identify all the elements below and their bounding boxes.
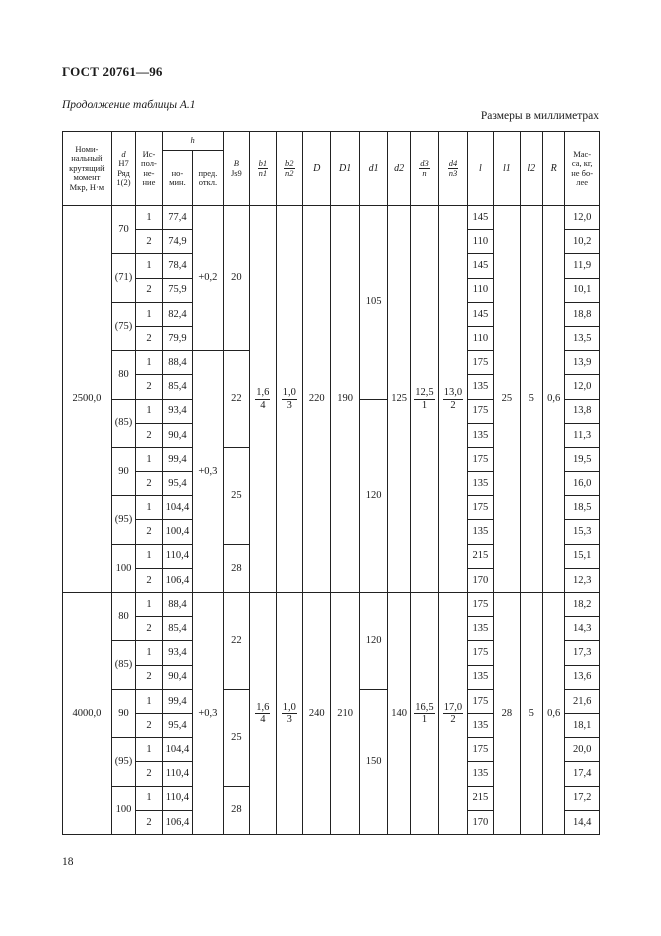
table-row: 2500,0 70 1 77,4 +0,2 20 $\frac{1,6}{4}$ $\frac{1,0}{3}$ 220 190 105 125 $\frac{12,5}{1}$ $\frac{13,0}{2}$ 145 25 5 0,6 12,0 — [63, 206, 600, 230]
table-row: 2 110,4 135 17,4 — [63, 762, 600, 786]
table-row: 2 90,4 135 13,6 — [63, 665, 600, 689]
table-row: 90 1 99,4 25 175 19,5 — [63, 447, 600, 471]
table-row: 2 95,4 135 16,0 — [63, 472, 600, 496]
D-cell: 220 — [302, 206, 330, 593]
d-cell: (85) — [111, 399, 135, 447]
d-cell: (75) — [111, 302, 135, 350]
table-row: (95) 1 104,4 175 20,0 — [63, 738, 600, 762]
d1-cell: 120 — [359, 593, 387, 690]
d1-cell: 150 — [359, 689, 387, 834]
B-cell: 28 — [223, 544, 249, 592]
d2-cell: 125 — [388, 206, 410, 593]
header-torque: Номи- нальный крутящий момент Мкр, Н·м — [63, 132, 112, 206]
header-R: R — [542, 132, 564, 206]
d-cell: 80 — [111, 593, 135, 641]
header-b1-n1: $\frac{b1}{n1}$ — [250, 132, 276, 206]
torque-cell: 2500,0 — [63, 206, 112, 593]
page-number: 18 — [62, 856, 74, 868]
D1-cell: 190 — [331, 206, 359, 593]
table-row: 2 79,9 110 13,5 — [63, 326, 600, 350]
header-h-deviation: пред. откл. — [193, 151, 224, 206]
table-row: 2 100,4 135 15,3 — [63, 520, 600, 544]
table-row: 2 106,4 170 14,4 — [63, 810, 600, 834]
b2-n2-cell: $\frac{1,0}{3}$ — [276, 206, 302, 593]
d2-cell: 140 — [388, 593, 410, 835]
header-d3-n: $\frac{d3}{n}$ — [410, 132, 438, 206]
table-row: 2 74,9 110 10,2 — [63, 230, 600, 254]
l2-cell: 5 — [520, 593, 542, 835]
B-cell: 25 — [223, 689, 249, 786]
table-row: (71) 1 78,4 145 11,9 — [63, 254, 600, 278]
header-l2: l2 — [520, 132, 542, 206]
header-d: d H7 Ряд 1(2) — [111, 132, 135, 206]
header-l: l — [467, 132, 493, 206]
b1-n1-cell: $\frac{1,6}{4}$ — [250, 206, 276, 593]
table-row: 2 90,4 135 11,3 — [63, 423, 600, 447]
l1-cell: 28 — [494, 593, 520, 835]
h-deviation-cell: +0,2 — [193, 206, 224, 351]
d3-n-cell: $\frac{12,5}{1}$ — [410, 206, 438, 593]
table-row: 100 1 110,4 28 215 15,1 — [63, 544, 600, 568]
h-deviation-cell: +0,3 — [193, 593, 224, 835]
table-row: 90 1 99,4 25 150 175 21,6 — [63, 689, 600, 713]
b1-n1-cell: $\frac{1,6}{4}$ — [250, 593, 276, 835]
d3-n-cell: $\frac{16,5}{1}$ — [410, 593, 438, 835]
R-cell: 0,6 — [542, 593, 564, 835]
document-title: ГОСТ 20761—96 — [62, 64, 163, 79]
B-cell: 28 — [223, 786, 249, 834]
table-row: 4000,0 80 1 88,4 +0,3 22 $\frac{1,6}{4}$ $\frac{1,0}{3}$ 240 210 120 140 $\frac{16,5}{1}$ $\frac{17,0}{2}$ 175 28 5 0,6 18,2 — [63, 593, 600, 617]
header-l1: l1 — [494, 132, 520, 206]
d4-n3-cell: $\frac{13,0}{2}$ — [439, 206, 467, 593]
header-B: B Js9 — [223, 132, 249, 206]
d1-cell: 105 — [359, 206, 387, 400]
B-cell: 22 — [223, 593, 249, 690]
d-cell: (95) — [111, 738, 135, 786]
table-row: (85) 1 93,4 120 175 13,8 — [63, 399, 600, 423]
table-row: 2 85,4 135 12,0 — [63, 375, 600, 399]
d-cell: (71) — [111, 254, 135, 302]
header-d2: d2 — [388, 132, 410, 206]
d-cell: 70 — [111, 206, 135, 254]
R-cell: 0,6 — [542, 206, 564, 593]
table-row: 2 106,4 170 12,3 — [63, 568, 600, 592]
table-row: 100 1 110,4 28 215 17,2 — [63, 786, 600, 810]
dimensions-table — [62, 131, 600, 835]
d-cell: 90 — [111, 689, 135, 737]
table-row: (75) 1 82,4 145 18,8 — [63, 302, 600, 326]
table-row: 2 85,4 135 14,3 — [63, 617, 600, 641]
header-mass: Мас- са, кг, не бо- лее — [565, 132, 600, 206]
d-cell: (85) — [111, 641, 135, 689]
d-cell: 90 — [111, 447, 135, 495]
header-d4-n3: $\frac{d4}{n3}$ — [439, 132, 467, 206]
table-row: (85) 1 93,4 175 17,3 — [63, 641, 600, 665]
table-subtitle: Продолжение таблицы А.1 — [62, 99, 196, 111]
B-cell: 22 — [223, 351, 249, 448]
d-cell: 100 — [111, 544, 135, 592]
d-cell: (95) — [111, 496, 135, 544]
header-d1: d1 — [359, 132, 387, 206]
header-h: h — [162, 132, 223, 151]
torque-cell: 4000,0 — [63, 593, 112, 835]
table-row: 80 1 88,4 +0,3 22 175 13,9 — [63, 351, 600, 375]
d4-n3-cell: $\frac{17,0}{2}$ — [439, 593, 467, 835]
d1-cell: 120 — [359, 399, 387, 593]
l1-cell: 25 — [494, 206, 520, 593]
table-row: (95) 1 104,4 175 18,5 — [63, 496, 600, 520]
header-h-nominal: но- мин. — [162, 151, 193, 206]
B-cell: 25 — [223, 447, 249, 544]
table-row: 2 75,9 110 10,1 — [63, 278, 600, 302]
header-execution: Ис- пол- не- ние — [136, 132, 162, 206]
b2-n2-cell: $\frac{1,0}{3}$ — [276, 593, 302, 835]
header-b2-n2: $\frac{b2}{n2}$ — [276, 132, 302, 206]
table-row: 2 95,4 135 18,1 — [63, 713, 600, 737]
header-D: D — [302, 132, 330, 206]
D1-cell: 210 — [331, 593, 359, 835]
d-cell: 100 — [111, 786, 135, 834]
h-deviation-cell: +0,3 — [193, 351, 224, 593]
d-cell: 80 — [111, 351, 135, 399]
units-note: Размеры в миллиметрах — [480, 110, 599, 122]
D-cell: 240 — [302, 593, 330, 835]
l2-cell: 5 — [520, 206, 542, 593]
B-cell: 20 — [223, 206, 249, 351]
header-D1: D1 — [331, 132, 359, 206]
